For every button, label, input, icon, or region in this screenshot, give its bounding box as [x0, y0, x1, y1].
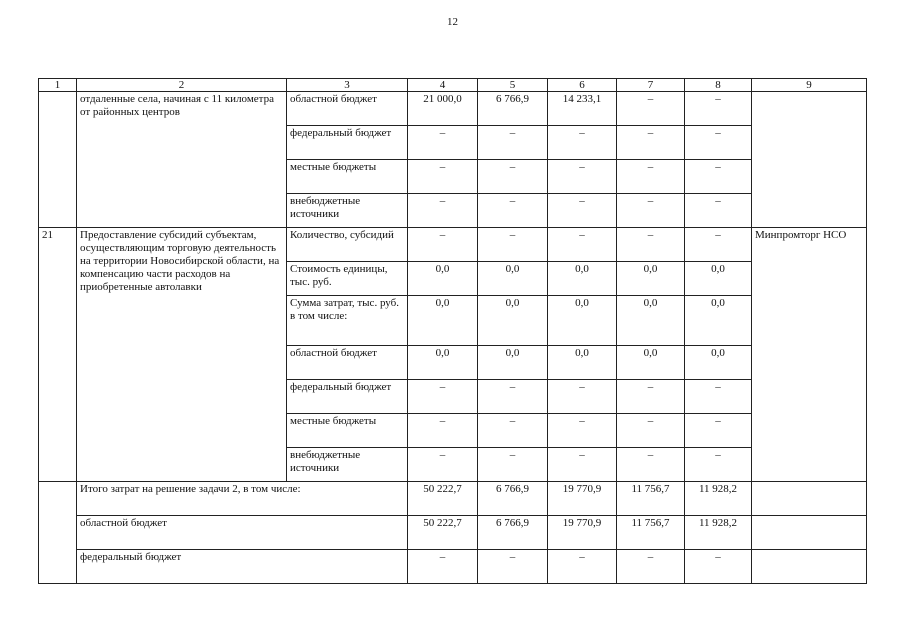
total-label: областной бюджет	[77, 516, 408, 550]
value-cell: 0,0	[548, 296, 617, 346]
value-cell: –	[548, 414, 617, 448]
total-row	[39, 516, 867, 550]
item-description: Предоставление субсидий субъектам, осуществляющим торговую деятельность на территории Новосибирской области, на компенсацию части расходов на приобретенные автолавки	[77, 228, 287, 482]
funding-source-label: областной бюджет	[287, 92, 408, 126]
value-cell: –	[408, 448, 478, 482]
value-cell: 0,0	[408, 346, 478, 380]
value-cell: –	[548, 380, 617, 414]
header-cell: 5	[478, 79, 548, 92]
value-cell: –	[478, 380, 548, 414]
total-row	[39, 550, 867, 584]
table-body	[39, 79, 867, 584]
value-cell: –	[617, 380, 685, 414]
value-cell: –	[685, 126, 752, 160]
value-cell: –	[617, 126, 685, 160]
value-cell: –	[548, 160, 617, 194]
value-cell: 6 766,9	[478, 92, 548, 126]
funding-source-label: Сумма затрат, тыс. руб. в том числе:	[287, 296, 408, 346]
value-cell: –	[685, 160, 752, 194]
value-cell: –	[408, 380, 478, 414]
header-cell: 7	[617, 79, 685, 92]
value-cell: –	[617, 160, 685, 194]
value-cell: 0,0	[478, 346, 548, 380]
header-cell: 2	[77, 79, 287, 92]
value-cell: 6 766,9	[478, 482, 548, 516]
value-cell: –	[478, 160, 548, 194]
budget-table	[38, 78, 867, 584]
table-row	[39, 92, 867, 126]
value-cell: –	[478, 126, 548, 160]
funding-source-label: Стоимость единицы, тыс. руб.	[287, 262, 408, 296]
value-cell: 0,0	[685, 346, 752, 380]
value-cell: –	[548, 550, 617, 584]
value-cell: –	[685, 92, 752, 126]
item-number-cell: 21	[39, 228, 77, 482]
value-cell: 0,0	[617, 296, 685, 346]
value-cell: –	[478, 448, 548, 482]
value-cell: 0,0	[478, 262, 548, 296]
value-cell: 0,0	[685, 262, 752, 296]
value-cell: 0,0	[685, 296, 752, 346]
value-cell: –	[548, 194, 617, 228]
header-cell: 1	[39, 79, 77, 92]
value-cell: –	[548, 126, 617, 160]
value-cell: 0,0	[617, 262, 685, 296]
header-cell: 4	[408, 79, 478, 92]
value-cell: 19 770,9	[548, 516, 617, 550]
total-row	[39, 482, 867, 516]
value-cell: 6 766,9	[478, 516, 548, 550]
value-cell: –	[408, 160, 478, 194]
value-cell: 11 756,7	[617, 516, 685, 550]
item-number-cell	[39, 92, 77, 228]
executor-cell	[752, 92, 867, 228]
value-cell: –	[685, 448, 752, 482]
value-cell: 0,0	[408, 296, 478, 346]
value-cell: –	[685, 194, 752, 228]
total-label: федеральный бюджет	[77, 550, 408, 584]
value-cell: –	[617, 194, 685, 228]
value-cell: –	[685, 550, 752, 584]
value-cell: –	[478, 228, 548, 262]
value-cell: 11 928,2	[685, 482, 752, 516]
value-cell: –	[408, 126, 478, 160]
value-cell: –	[685, 228, 752, 262]
table-row	[39, 228, 867, 262]
value-cell: –	[617, 414, 685, 448]
value-cell: 0,0	[548, 262, 617, 296]
funding-source-label: федеральный бюджет	[287, 380, 408, 414]
value-cell: –	[548, 448, 617, 482]
value-cell: –	[548, 228, 617, 262]
value-cell: 0,0	[548, 346, 617, 380]
value-cell: –	[685, 414, 752, 448]
value-cell: –	[617, 550, 685, 584]
value-cell: –	[617, 448, 685, 482]
page-number: 12	[447, 16, 458, 28]
funding-source-label: областной бюджет	[287, 346, 408, 380]
value-cell: 0,0	[617, 346, 685, 380]
value-cell: –	[408, 228, 478, 262]
funding-source-label: Количество, субсидий	[287, 228, 408, 262]
header-cell: 9	[752, 79, 867, 92]
value-cell: 0,0	[408, 262, 478, 296]
value-cell: 0,0	[478, 296, 548, 346]
value-cell: –	[617, 92, 685, 126]
executor-cell	[752, 482, 867, 516]
value-cell: –	[478, 550, 548, 584]
item-description: отдаленные села, начиная с 11 километра от районных центров	[77, 92, 287, 228]
header-cell: 3	[287, 79, 408, 92]
value-cell: 19 770,9	[548, 482, 617, 516]
funding-source-label: местные бюджеты	[287, 160, 408, 194]
executor-cell: Минпромторг НСО	[752, 228, 867, 482]
value-cell: –	[685, 380, 752, 414]
value-cell: –	[408, 550, 478, 584]
total-number-cell	[39, 482, 77, 584]
value-cell: –	[478, 194, 548, 228]
value-cell: 50 222,7	[408, 482, 478, 516]
value-cell: –	[478, 414, 548, 448]
executor-cell	[752, 550, 867, 584]
value-cell: 50 222,7	[408, 516, 478, 550]
value-cell: 11 928,2	[685, 516, 752, 550]
executor-cell	[752, 516, 867, 550]
value-cell: 21 000,0	[408, 92, 478, 126]
funding-source-label: федеральный бюджет	[287, 126, 408, 160]
value-cell: 11 756,7	[617, 482, 685, 516]
header-cell: 6	[548, 79, 617, 92]
value-cell: –	[408, 194, 478, 228]
funding-source-label: внебюджетные источники	[287, 194, 408, 228]
value-cell: –	[408, 414, 478, 448]
value-cell: –	[617, 228, 685, 262]
funding-source-label: внебюджетные источники	[287, 448, 408, 482]
header-cell: 8	[685, 79, 752, 92]
value-cell: 14 233,1	[548, 92, 617, 126]
total-label: Итого затрат на решение задачи 2, в том числе:	[77, 482, 408, 516]
header-row	[39, 79, 867, 92]
funding-source-label: местные бюджеты	[287, 414, 408, 448]
